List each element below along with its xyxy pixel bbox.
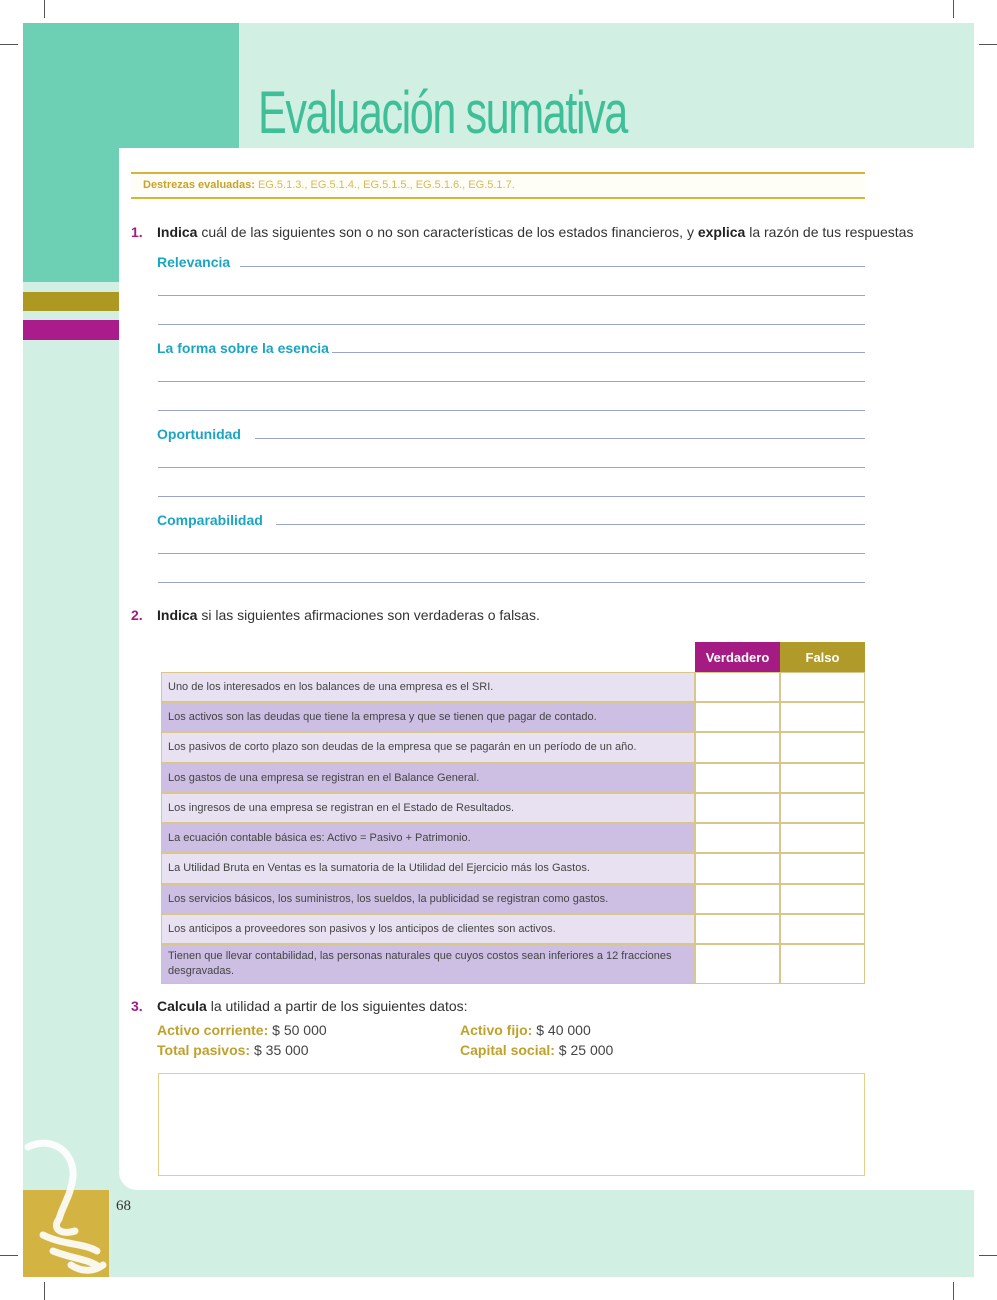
page-title: Evaluación sumativa <box>258 79 627 146</box>
question-verb: Calcula <box>157 998 207 1014</box>
answer-line[interactable] <box>158 467 865 468</box>
statement-row: Los gastos de una empresa se registran en el Balance General. <box>161 763 695 793</box>
concept-relevancia: Relevancia <box>157 254 231 270</box>
answer-line[interactable] <box>158 410 865 411</box>
falso-cell[interactable] <box>780 732 865 763</box>
data-value: $ 25 000 <box>554 1042 614 1058</box>
question-text: cuál de las siguientes son o no son características de los estados financieros, y <box>197 224 698 240</box>
falso-cell[interactable] <box>780 763 865 793</box>
skills-line <box>143 179 515 191</box>
answer-line[interactable] <box>255 438 865 439</box>
crop-mark <box>44 0 45 18</box>
question-number: 2. <box>131 607 143 623</box>
falso-cell[interactable] <box>780 853 865 884</box>
statement-row: Los ingresos de una empresa se registran en el Estado de Resultados. <box>161 793 695 823</box>
data-label: Activo corriente: <box>157 1022 269 1038</box>
answer-box[interactable] <box>158 1073 865 1176</box>
falso-cell[interactable] <box>780 672 865 702</box>
question-verb: explica <box>697 224 746 240</box>
crop-mark <box>0 1255 18 1256</box>
question-text: si las siguientes afirmaciones son verdaderas o falsas. <box>197 607 540 623</box>
data-activo-corriente <box>157 1022 327 1038</box>
answer-line[interactable] <box>158 381 865 382</box>
data-label: Activo fijo: <box>460 1022 533 1038</box>
question-number: 1. <box>131 224 143 240</box>
crop-mark <box>979 44 997 45</box>
statement-row: Los anticipos a proveedores son pasivos y los anticipos de clientes son activos. <box>161 914 695 944</box>
statement-row: La Utilidad Bruta en Ventas es la sumatoria de la Utilidad del Ejercicio más los Gastos. <box>161 853 695 884</box>
verdadero-cell[interactable] <box>695 944 780 984</box>
concept-oportunidad: Oportunidad <box>157 426 241 442</box>
statement-row: Los pasivos de corto plazo son deudas de la empresa que se pagarán en un período de un año. <box>161 732 695 763</box>
answer-line[interactable] <box>158 496 865 497</box>
verdadero-cell[interactable] <box>695 732 780 763</box>
falso-cell[interactable] <box>780 702 865 732</box>
verdadero-cell[interactable] <box>695 763 780 793</box>
statement-row: Los servicios básicos, los suministros, los sueldos, la publicidad se registran como gastos. <box>161 884 695 914</box>
falso-cell[interactable] <box>780 944 865 984</box>
crop-mark <box>0 44 18 45</box>
statement-row: Uno de los interesados en los balances de una empresa es el SRI. <box>161 672 695 702</box>
question-text: la razón de tus respuestas <box>745 224 914 240</box>
data-total-pasivos <box>157 1042 308 1058</box>
crop-mark <box>953 0 954 18</box>
falso-cell[interactable] <box>780 823 865 853</box>
crop-mark <box>979 1255 997 1256</box>
answer-line[interactable] <box>158 582 865 583</box>
question-2-text <box>157 607 540 623</box>
question-verb: Indica <box>157 607 198 623</box>
crop-mark <box>953 1282 954 1300</box>
data-value: $ 40 000 <box>532 1022 591 1038</box>
falso-cell[interactable] <box>780 884 865 914</box>
statement-row: Tienen que llevar contabilidad, las personas naturales que cuyos costos sean inferiores a 12 fracciones desgravadas. <box>161 944 695 984</box>
data-capital-social <box>460 1042 613 1058</box>
falso-cell[interactable] <box>780 793 865 823</box>
statement-row: La ecuación contable básica es: Activo = Pasivo + Patrimonio. <box>161 823 695 853</box>
concept-forma-esencia: La forma sobre la esencia <box>157 340 329 356</box>
header-falso: Falso <box>780 642 865 672</box>
answer-line[interactable] <box>276 524 865 525</box>
skills-label: Destrezas evaluadas: <box>143 179 255 191</box>
question-text: la utilidad a partir de los siguientes datos: <box>206 998 468 1014</box>
data-value: $ 50 000 <box>268 1022 327 1038</box>
page-number: 68 <box>116 1198 131 1214</box>
statement-row: Los activos son las deudas que tiene la empresa y que se tienen que pagar de contado. <box>161 702 695 732</box>
data-label: Capital social: <box>460 1042 555 1058</box>
answer-line[interactable] <box>332 352 865 353</box>
crop-mark <box>44 1282 45 1300</box>
lightbulb-icon <box>23 1135 118 1277</box>
concept-comparabilidad: Comparabilidad <box>157 512 263 528</box>
question-3-text <box>157 998 468 1014</box>
verdadero-cell[interactable] <box>695 672 780 702</box>
question-number: 3. <box>131 998 143 1014</box>
verdadero-cell[interactable] <box>695 793 780 823</box>
verdadero-cell[interactable] <box>695 823 780 853</box>
question-1-text <box>157 224 913 240</box>
answer-line[interactable] <box>240 266 865 267</box>
verdadero-cell[interactable] <box>695 853 780 884</box>
answer-line[interactable] <box>158 553 865 554</box>
answer-line[interactable] <box>158 324 865 325</box>
verdadero-cell[interactable] <box>695 884 780 914</box>
falso-cell[interactable] <box>780 914 865 944</box>
data-activo-fijo <box>460 1022 591 1038</box>
olive-stripe <box>23 292 119 311</box>
data-label: Total pasivos: <box>157 1042 251 1058</box>
verdadero-cell[interactable] <box>695 702 780 732</box>
header-verdadero: Verdadero <box>695 642 780 672</box>
question-verb: Indica <box>157 224 198 240</box>
magenta-stripe <box>23 320 119 340</box>
data-value: $ 35 000 <box>250 1042 309 1058</box>
answer-line[interactable] <box>158 295 865 296</box>
skills-codes: EG.5.1.3., EG.5.1.4., EG.5.1.5., EG.5.1.6., EG.5.1.7. <box>254 179 515 191</box>
verdadero-cell[interactable] <box>695 914 780 944</box>
